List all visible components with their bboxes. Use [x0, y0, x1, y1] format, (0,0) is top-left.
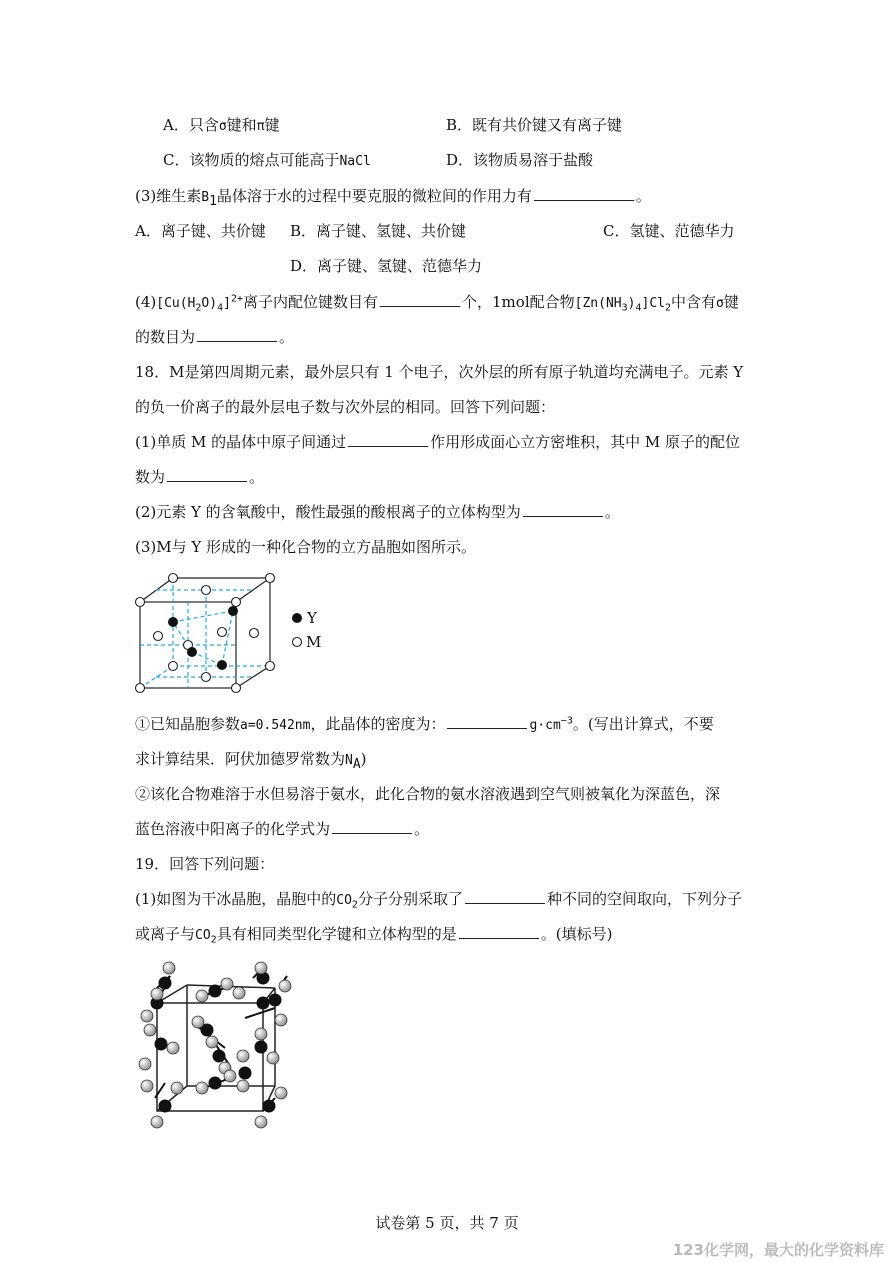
answer-blank[interactable] [459, 924, 539, 939]
q18-sub1: ①已知晶胞参数a=0.542nm，此晶体的密度为： $g\cdot cm^{-3}$。(写出计算式，不要 [135, 715, 714, 733]
dry-ice-cell-figure [135, 958, 295, 1133]
q18-part2: (2)元素 Y 的含氧酸中，酸性最强的酸根离子的立体构型为 。 [135, 503, 620, 521]
q18-part3: (3)M与 Y 形成的一种化合物的立方晶胞如图所示。 [135, 538, 477, 556]
choice-b: B．离子键、氢键、共价键 [290, 222, 467, 240]
q17-part3: (3)维生素$B_1$晶体溶于水的过程中要克服的微粒间的作用力有 。 [135, 187, 651, 209]
option-b: B．既有共价键又有离子键 [446, 116, 623, 134]
option-a: A．只含σ键和π键 [163, 116, 280, 134]
page-footer: 试卷第 5 页，共 7 页 [375, 1214, 519, 1232]
q18-stem-line1: 18．M是第四周期元素，最外层只有 1 个电子，次外层的所有原子轨道均充满电子。元素 Y [135, 363, 744, 381]
q19-part1-line2: 或离子与$CO_2$具有相同类型化学键和立体构型的是 。(填标号) [135, 925, 613, 946]
option-c: C．该物质的熔点可能高于NaCl [163, 151, 371, 169]
answer-blank[interactable] [465, 889, 545, 904]
q19-part1: (1)如图为干冰晶胞，晶胞中的$CO_2$分子分别采取了 种不同的空间取向，下列分子 [135, 890, 742, 911]
q17-part4: $(4)[Cu(H_2O)_4]^{2+}$离子内配位键数目有 个，1mol配合物$[Zn(NH_3)_4]Cl_2$中含有σ键 [135, 293, 739, 314]
q18-sub2-line2: 蓝色溶液中阳离子的化学式为 。 [135, 820, 430, 838]
answer-blank[interactable] [447, 714, 527, 729]
q17-part4-line2: 的数目为 。 [135, 328, 295, 346]
legend-y-label: Y [307, 609, 317, 627]
answer-blank[interactable] [167, 467, 247, 482]
choice-c: C．氢键、范德华力 [603, 222, 735, 240]
answer-blank[interactable] [197, 327, 277, 342]
answer-blank[interactable] [380, 292, 460, 307]
answer-blank[interactable] [332, 819, 412, 834]
q18-sub1-line2: 求计算结果．阿伏加德罗常数为$N_A$) [135, 750, 367, 772]
crystal-cell-figure [130, 570, 340, 700]
answer-blank[interactable] [523, 502, 603, 517]
q18-sub2: ②该化合物难溶于水但易溶于氨水，此化合物的氨水溶液遇到空气则被氧化为深蓝色，深 [135, 785, 721, 803]
answer-blank[interactable] [348, 432, 428, 447]
choice-a: A．离子键、共价键 [135, 222, 266, 240]
answer-blank[interactable] [534, 186, 634, 201]
q18-stem-line2: 的负一价离子的最外层电子数与次外层的相同。回答下列问题： [135, 398, 556, 416]
q19-heading: 19．回答下列问题： [135, 855, 275, 873]
legend-m-label: M [306, 633, 322, 651]
q18-part1: (1)单质 M 的晶体中原子间通过 作用形成面心立方密堆积，其中 M 原子的配位 [135, 433, 741, 451]
choice-d: D．离子键、氢键、范德华力 [290, 257, 483, 275]
watermark: 123化学网，最大的化学资料库 [672, 1241, 884, 1259]
q18-part1-line2: 数为 。 [135, 468, 265, 486]
option-d: D．该物质易溶于盐酸 [446, 151, 594, 169]
